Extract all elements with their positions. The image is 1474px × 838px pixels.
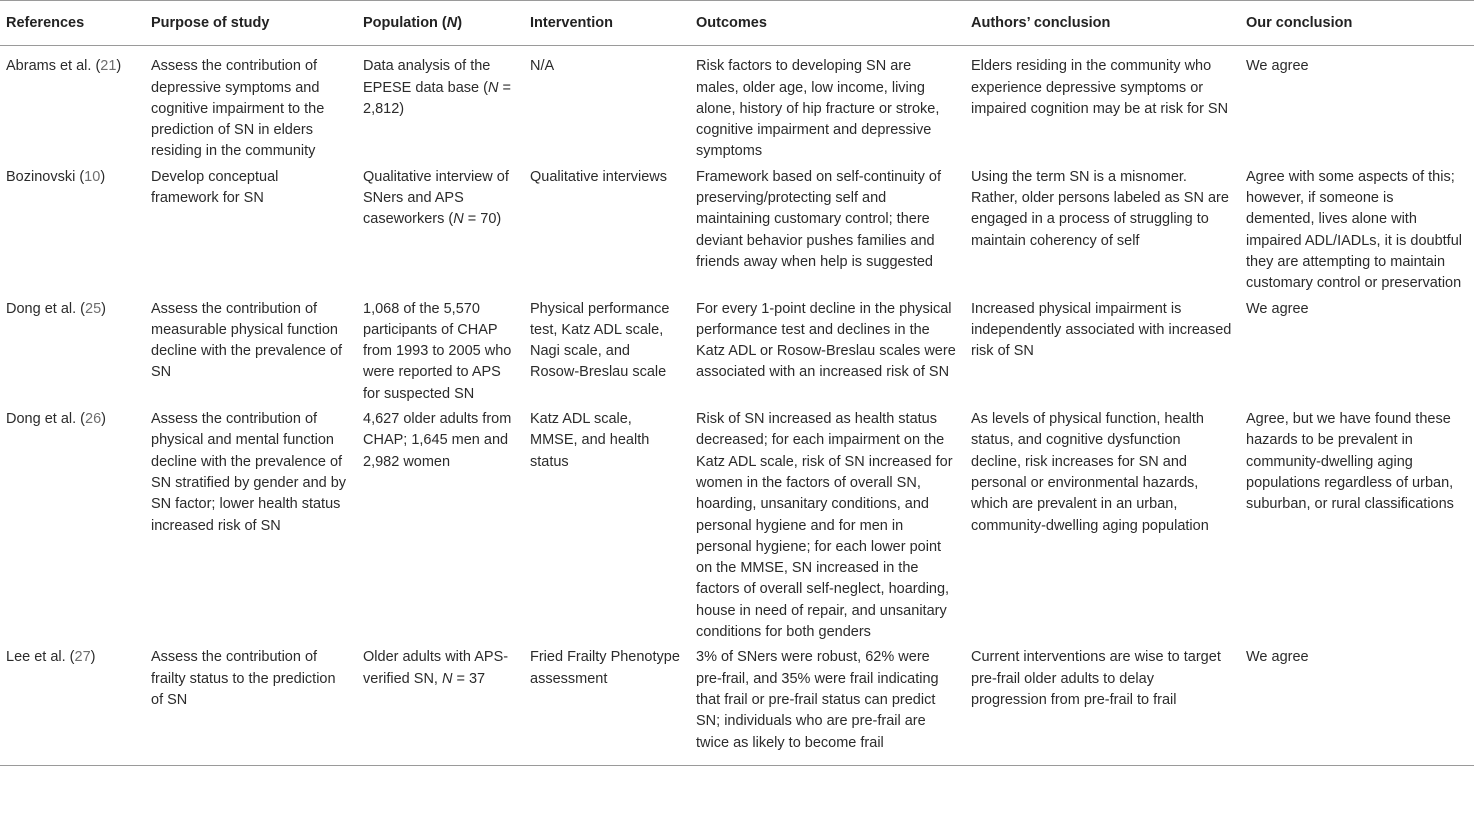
table-row (0, 297, 1474, 407)
table-row (0, 407, 1474, 645)
cell-outcomes: Risk of SN increased as health status decreased; for each impairment on the Katz ADL scale, risk of SN increased for women in the factors of overall SN, hoarding, unsanitary conditions, and personal hygiene and for men in personal hygiene; for each lower point on the MMSE, SN increased in the factors of overall self-neglect, hoarding, house in need of repair, and unsanitary conditions for both genders (696, 411, 953, 641)
header-population: Population (N) (357, 1, 524, 46)
citation-link[interactable]: 21 (100, 58, 117, 75)
cell-intervention: Qualitative interviews (530, 168, 667, 185)
cell-authors-conclusion: Elders residing in the community who experience depressive symptoms or impaired cognition may be at risk for SN (971, 58, 1229, 117)
cell-outcomes: Framework based on self-continuity of preserving/protecting self and maintaining customary control; there deviant behavior pushes families and friends away when help is suggested (696, 168, 941, 270)
table-row (0, 165, 1474, 297)
cell-purpose: Assess the contribution of depressive symptoms and cognitive impairment to the prediction of SN in elders residing in the community (151, 58, 325, 160)
cell-our-conclusion: Agree with some aspects of this; however, if someone is demented, lives alone with impaired ADL/IADLs, it is doubtful they are attempting to maintain customary control or preservation (1246, 168, 1462, 292)
header-purpose: Purpose of study (145, 1, 357, 46)
citation-link[interactable]: 25 (85, 300, 102, 317)
cell-intervention: N/A (530, 58, 555, 75)
cell-purpose: Assess the contribution of physical and mental function decline with the prevalence of SN stratified by gender and by SN factor; lower health status increased risk of SN (151, 411, 347, 534)
cell-population: Data analysis of the EPESE data base (N = 2,812) (363, 58, 511, 117)
cell-reference: Dong et al. (25) (6, 300, 106, 317)
cell-population: 1,068 of the 5,570 participants of CHAP from 1993 to 2005 who were reported to APS for suspected SN (363, 300, 512, 402)
cell-intervention: Fried Frailty Phenotype assessment (524, 645, 690, 765)
table-row (0, 645, 1474, 765)
header-row (0, 1, 1474, 46)
header-outcomes: Outcomes (690, 1, 965, 46)
header-authors-conclusion: Authors’ conclusion (965, 1, 1240, 46)
header-our-conclusion: Our conclusion (1240, 1, 1474, 46)
cell-our-conclusion: We agree (1240, 645, 1474, 765)
cell-reference: Abrams et al. (21) (6, 58, 122, 75)
cell-our-conclusion: We agree (1246, 58, 1309, 75)
header-references: References (0, 1, 145, 46)
cell-authors-conclusion: As levels of physical function, health status, and cognitive dysfunction decline, risk increases for SN and personal or environmental hazards, which are prevalent in an urban, community-dwelling aging population (971, 411, 1209, 534)
cell-authors-conclusion: Using the term SN is a misnomer. Rather, older persons labeled as SN are engaged in a process of struggling to maintain coherency of self (971, 168, 1229, 249)
header-intervention: Intervention (524, 1, 690, 46)
table-body (0, 46, 1474, 766)
cell-purpose: Assess the contribution of measurable physical function decline with the prevalence of SN (151, 300, 343, 381)
cell-population: 4,627 older adults from CHAP; 1,645 men and 2,982 women (363, 411, 512, 470)
cell-outcomes: For every 1-point decline in the physical performance test and declines in the Katz ADL or Rosow-Breslau scales were associated with an increased risk of SN (696, 300, 956, 381)
cell-our-conclusion: Agree, but we have found these hazards to be prevalent in community-dwelling aging populations regardless of urban, suburban, or rural classifications (1246, 411, 1454, 513)
cell-population: Qualitative interview of SNers and APS caseworkers (N = 70) (363, 168, 509, 228)
cell-purpose: Assess the contribution of frailty status to the prediction of SN (145, 645, 357, 765)
cell-reference: Dong et al. (26) (6, 411, 106, 428)
cell-intervention: Katz ADL scale, MMSE, and health status (530, 411, 650, 470)
cell-reference: Lee et al. (27) (0, 645, 145, 765)
table-header (0, 1, 1474, 46)
cell-outcomes: 3% of SNers were robust, 62% were pre-frail, and 35% were frail indicating that frail or pre-frail status can predict SN; individuals who are pre-frail are twice as likely to become frail (690, 645, 965, 765)
cell-our-conclusion: We agree (1246, 300, 1309, 317)
cell-authors-conclusion: Current interventions are wise to target pre-frail older adults to delay progression from pre-frail to frail (965, 645, 1240, 765)
citation-link[interactable]: 10 (84, 168, 101, 185)
citation-link[interactable]: 26 (85, 411, 102, 428)
table-row (0, 46, 1474, 165)
citation-link[interactable]: 27 (74, 649, 91, 666)
cell-intervention: Physical performance test, Katz ADL scale, Nagi scale, and Rosow-Breslau scale (530, 300, 670, 381)
cell-reference: Bozinovski (10) (6, 168, 106, 185)
cell-outcomes: Risk factors to developing SN are males, older age, low income, living alone, history of hip fracture or stroke, cognitive impairment and depressive symptoms (696, 58, 940, 160)
cell-purpose: Develop conceptual framework for SN (151, 168, 279, 207)
cell-population: Older adults with APS-verified SN, N = 37 (357, 645, 524, 765)
cell-authors-conclusion: Increased physical impairment is independently associated with increased risk of SN (971, 300, 1232, 360)
